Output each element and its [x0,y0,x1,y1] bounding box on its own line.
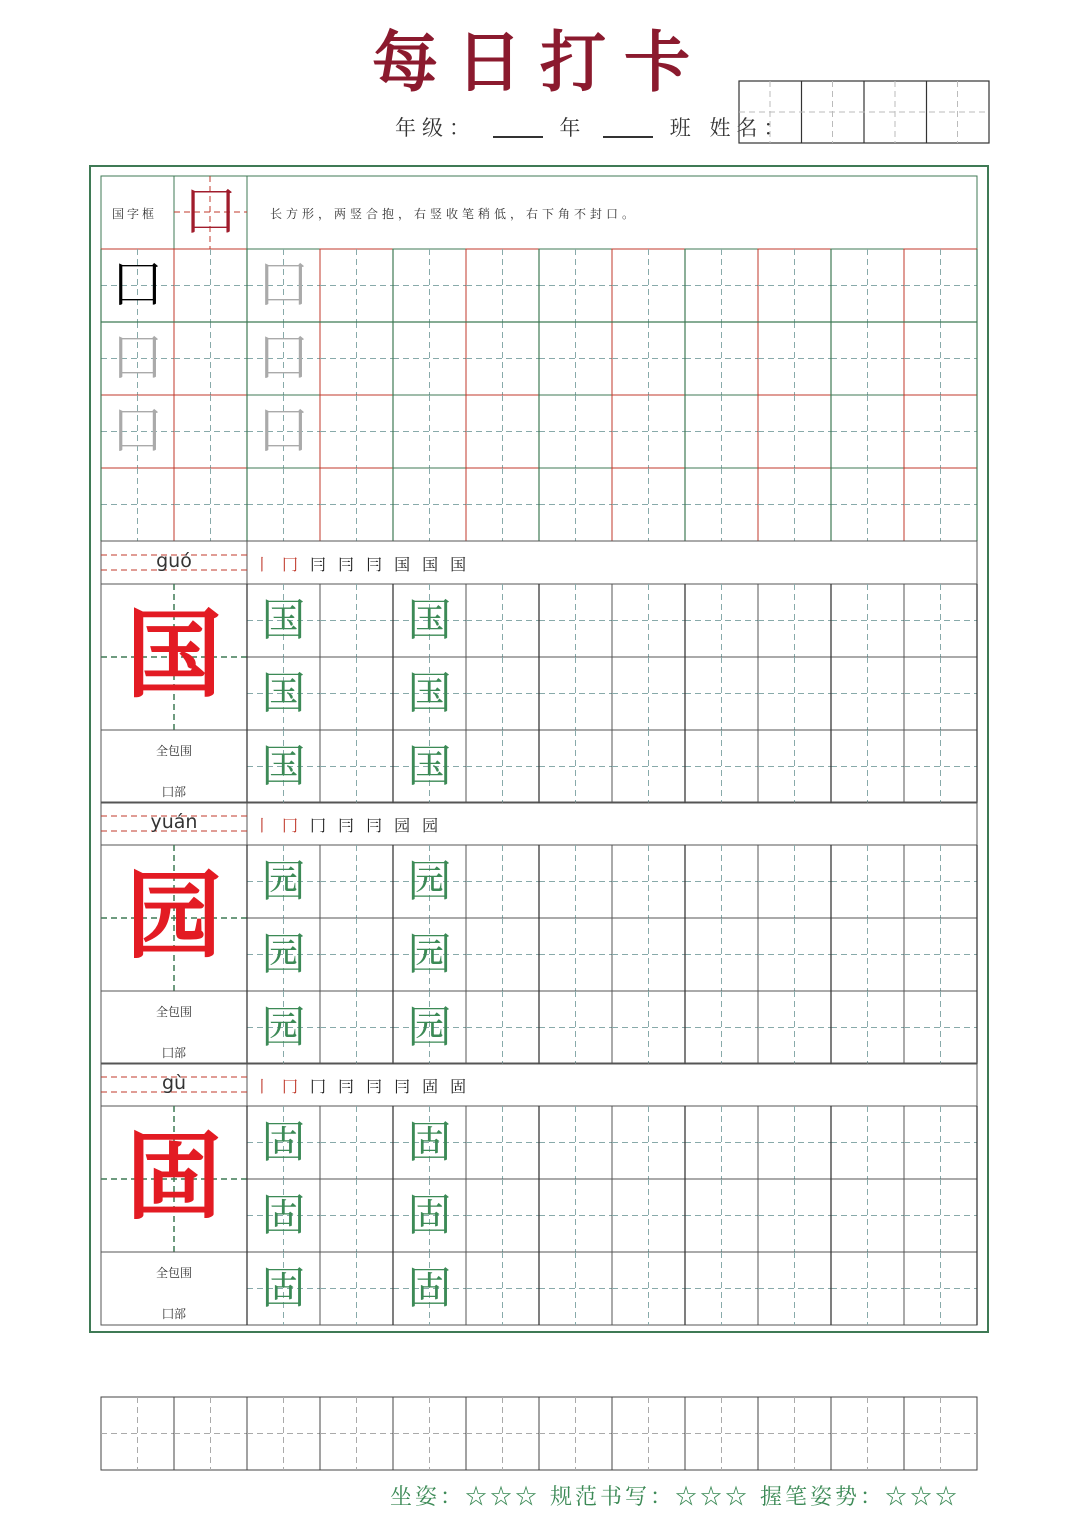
radical-label: 囗部 [161,1307,186,1321]
trace-char: 固 [261,1263,306,1314]
trace-char: 园 [407,1002,452,1053]
trace-char: 园 [261,1002,306,1053]
stroke-order-yuan: 丨冂冂冃冃园园 [254,816,451,835]
trace-char: 国 [261,668,306,719]
pinyin-gu: gù [161,1072,187,1094]
radical-char: 囗 [185,183,236,241]
year-label: 年 [559,116,587,140]
pinyin-yuan: yuán [150,811,198,833]
stroke-order-gu: 丨冂冂冃冃冃固固 [254,1077,479,1096]
big-char-guo: 国 [126,598,222,711]
sample-char-black: 囗 [113,257,162,313]
trace-char: 国 [407,741,452,792]
trace-char: 园 [407,856,452,907]
trace-char: 固 [407,1190,452,1241]
structure-label: 全包围 [155,744,192,758]
structure-label: 全包围 [155,1266,192,1280]
structure-label: 全包围 [155,1005,192,1019]
trace-char: 园 [261,856,306,907]
evaluation-footer: 坐姿：☆☆☆ 规范书写：☆☆☆ 握笔姿势：☆☆☆ [390,1485,960,1510]
sample-char-trace: 囗 [259,403,308,459]
trace-char: 固 [407,1117,452,1168]
radical-label: 囗部 [161,785,186,799]
page-title: 每日打卡 [372,23,708,101]
name-label: 姓名： [709,116,791,140]
pinyin-guo: guó [156,550,192,572]
category-label: 国字框 [112,207,158,221]
trace-char: 园 [407,929,452,980]
trace-char: 固 [261,1190,306,1241]
trace-char: 园 [261,929,306,980]
big-char-gu: 固 [126,1120,222,1233]
trace-char: 固 [261,1117,306,1168]
trace-char: 固 [407,1263,452,1314]
sample-char-trace: 囗 [259,257,308,313]
class-label: 班 [669,116,697,140]
trace-char: 国 [407,668,452,719]
grade-label: 年级： [395,116,476,140]
stroke-order-guo: 丨冂冃冃冃国国国 [254,555,479,574]
sample-char-trace: 囗 [113,403,162,459]
trace-char: 国 [261,741,306,792]
big-char-yuan: 园 [126,859,222,972]
sample-char-trace: 囗 [113,330,162,386]
trace-char: 国 [261,595,306,646]
radical-label: 囗部 [161,1046,186,1060]
radical-description: 长方形，两竖合抱，右竖收笔稍低，右下角不封口。 [270,207,639,221]
sample-char-trace: 囗 [259,330,308,386]
trace-char: 国 [407,595,452,646]
